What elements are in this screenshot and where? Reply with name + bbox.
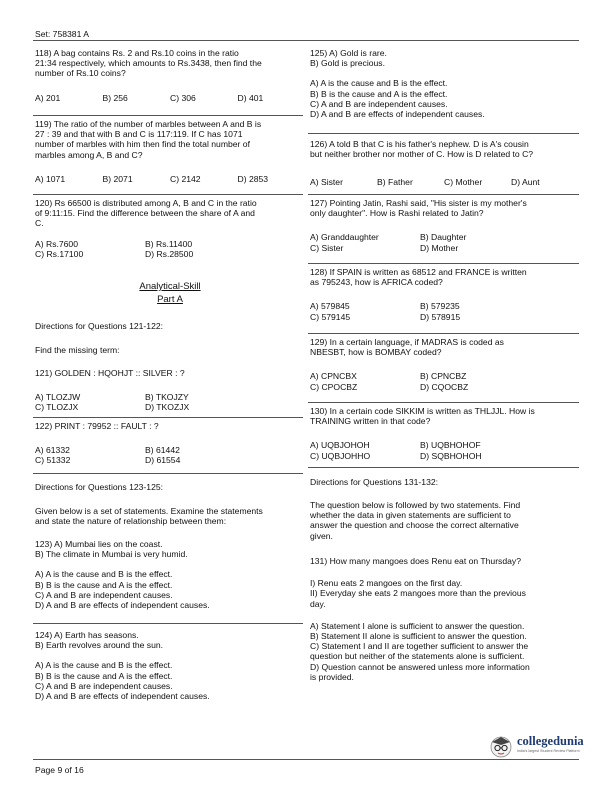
option: D) TKOZJX [145, 402, 190, 413]
directions-121: Directions for Questions 121-122: [35, 321, 164, 331]
divider [308, 333, 579, 334]
q123-a: 123) A) Mumbai lies on the coast. [35, 539, 163, 549]
option: B) Statement II alone is sufficient to answer the question. [310, 631, 527, 642]
given-line: and state the nature of relationship between them: [35, 516, 227, 527]
question-120 [35, 198, 305, 259]
question-121 [35, 368, 305, 413]
option: A) 201 [35, 92, 61, 103]
directions-131: Directions for Questions 131-132: [310, 477, 439, 487]
option: B) TKOJZY [145, 392, 189, 403]
logo-tagline: India's largest Student Review Platform [517, 749, 580, 753]
option: A) Granddaughter [310, 232, 379, 243]
option: A) A is the cause and B is the effect. [310, 78, 448, 89]
q119-line: 119) The ratio of the number of marbles between A and B is [35, 119, 262, 129]
statement-instructions [310, 500, 580, 541]
page-number: Page 9 of 16 [35, 765, 84, 775]
q119-line: 27 : 39 and that with B and C is 117:119. If C has 1071 [35, 129, 243, 140]
divider [308, 194, 579, 195]
option: D) A and B are effects of independent causes. [35, 691, 210, 702]
option: D) 61554 [145, 455, 181, 466]
stmt-line: given. [310, 530, 333, 541]
option: C) Sister [310, 242, 344, 253]
option: C) Mother [444, 177, 483, 188]
option: B) Rs.11400 [145, 238, 193, 249]
section-title: Analytical-Skill [139, 281, 201, 292]
question-125 [310, 48, 580, 119]
footer-rule [33, 759, 579, 760]
option: D) CQOCBZ [420, 381, 469, 392]
option: C) A and B are independent causes. [310, 98, 448, 109]
q124-b: B) Earth revolves around the sun. [35, 640, 164, 651]
q120-line: of 9:11:15. Find the difference between the share of A and [35, 208, 255, 219]
option: B) 2071 [102, 173, 133, 184]
option: A) Sister [310, 177, 343, 188]
statement-1: I) Renu eats 2 mangoes on the first day. [310, 578, 463, 589]
section-part: Part A [157, 294, 183, 305]
option: B) CPNCBZ [420, 371, 467, 382]
q130-line: 130) In a certain code SIKKIM is written as THLJJL. How is [310, 406, 535, 416]
stmt-line: whether the data in given statements are sufficient to [310, 510, 511, 521]
option: A) A is the cause and B is the effect. [35, 569, 173, 580]
q118-line: 21:34 respectively, which amounts to Rs.3438, then find the [35, 58, 262, 69]
q128-line: as 795243, how is AFRICA coded? [310, 277, 443, 288]
option: B) Father [377, 177, 413, 188]
stmt-line: answer the question and choose the correct alternative [310, 520, 519, 531]
option: C) CPOCBZ [310, 381, 358, 392]
divider [33, 115, 303, 116]
logo-wordmark: collegedunia [517, 734, 584, 748]
option: C) A and B are independent causes. [35, 589, 173, 600]
q122-text: 122) PRINT : 79952 :: FAULT : ? [35, 421, 159, 431]
q118-line: number of Rs.10 coins? [35, 68, 126, 79]
question-126 [310, 139, 578, 188]
logo-mascot-icon [488, 733, 514, 759]
q120-line: C. [35, 218, 44, 229]
q119-line: marbles among A, B and C? [35, 149, 143, 160]
option: B) 256 [102, 92, 128, 103]
divider [308, 402, 579, 403]
option: D) A and B are effects of independent causes. [35, 600, 210, 611]
question-119 [35, 119, 305, 184]
option: A) Statement I alone is sufficient to answer the question. [310, 620, 525, 631]
q129-line: NBESBT, how is BOMBAY coded? [310, 347, 442, 358]
option: D) Question cannot be answered unless more information [310, 661, 530, 672]
option: D) Rs.28500 [145, 248, 194, 259]
question-123 [35, 539, 305, 610]
q131-text: 131) How many mangoes does Renu eat on Thursday? [310, 556, 521, 566]
option: A) TLOZJW [35, 392, 81, 403]
question-128 [310, 267, 580, 322]
option: B) 61442 [145, 445, 180, 456]
statement-2: II) Everyday she eats 2 mangoes more than the previous [310, 588, 526, 599]
directions-123: Directions for Questions 123-125: [35, 482, 164, 492]
q119-line: number of marbles with him then find the total number of [35, 139, 250, 150]
option: A) A is the cause and B is the effect. [35, 660, 173, 671]
q128-line: 128) If SPAIN is written as 68512 and FRANCE is written [310, 267, 527, 277]
q126-line: 126) A told B that C is his father's nephew. D is A's cousin [310, 139, 529, 149]
question-127 [310, 198, 580, 253]
option: A) UQBJOHOH [310, 440, 370, 451]
divider [308, 467, 579, 468]
question-130 [310, 406, 578, 461]
question-118 [35, 48, 305, 103]
question-124 [35, 630, 305, 701]
option: C) TLOZJX [35, 402, 79, 413]
q127-line: 127) Pointing Jatin, Rashi said, "His sister is my mother's [310, 198, 527, 208]
header-rule [33, 40, 579, 41]
option: B) UQBHOHOF [420, 440, 481, 451]
collegedunia-logo [488, 733, 584, 759]
option: D) Mother [420, 242, 459, 253]
option: B) B is the cause and A is the effect. [35, 670, 173, 681]
divider [33, 473, 303, 474]
divider [308, 263, 579, 264]
option: C) Rs.17100 [35, 248, 84, 259]
option: D) Aunt [511, 177, 540, 188]
q124-a: 124) A) Earth has seasons. [35, 630, 139, 640]
option: A) CPNCBX [310, 371, 357, 382]
option: A) 1071 [35, 173, 66, 184]
option: B) Daughter [420, 232, 467, 243]
option: C) UQBJOHHO [310, 450, 371, 461]
given-statements [35, 506, 305, 526]
option: is provided. [310, 671, 354, 682]
option: D) A and B are effects of independent causes. [310, 109, 485, 120]
question-122 [35, 421, 305, 466]
q126-line: but neither brother nor mother of C. How is D related to C? [310, 149, 534, 160]
option: D) SQBHOHOH [420, 450, 482, 461]
q123-b: B) The climate in Mumbai is very humid. [35, 549, 188, 560]
option: D) 2853 [237, 173, 269, 184]
option: D) 578915 [420, 311, 461, 322]
option: C) Statement I and II are together sufficient to answer the [310, 641, 529, 652]
divider [33, 623, 303, 624]
given-line: Given below is a set of statements. Examine the statements [35, 506, 263, 516]
q120-line: 120) Rs 66500 is distributed among A, B and C in the ratio [35, 198, 257, 208]
divider [33, 194, 303, 195]
option: B) 579235 [420, 301, 460, 312]
divider [33, 417, 303, 418]
q127-line: only daughter". How is Rashi related to Jatin? [310, 208, 484, 219]
q118-line: 118) A bag contains Rs. 2 and Rs.10 coins in the ratio [35, 48, 239, 58]
question-129 [310, 337, 580, 392]
option: C) 306 [170, 92, 196, 103]
option: A) 579845 [310, 301, 350, 312]
option: A) Rs.7600 [35, 238, 78, 249]
q125-b: B) Gold is precious. [310, 58, 385, 69]
option: A) 61332 [35, 445, 70, 456]
option: question but neither of the statements alone is sufficient. [310, 651, 525, 662]
q121-text: 121) GOLDEN : HQOHJT :: SILVER : ? [35, 368, 185, 378]
q125-a: 125) A) Gold is rare. [310, 48, 387, 58]
option: C) 51332 [35, 455, 71, 466]
option: C) A and B are independent causes. [35, 680, 173, 691]
stmt-line: The question below is followed by two statements. Find [310, 500, 521, 510]
divider [308, 133, 579, 134]
set-label: Set: 758381 A [35, 29, 89, 39]
option: D) 401 [237, 92, 264, 103]
find-missing: Find the missing term: [35, 345, 120, 355]
statement-2: day. [310, 598, 326, 609]
question-131 [310, 556, 580, 682]
option: B) B is the cause and A is the effect. [35, 579, 173, 590]
option: C) 2142 [170, 173, 201, 184]
option: B) B is the cause and A is the effect. [310, 88, 448, 99]
q130-line: TRAINING written in that code? [310, 416, 431, 427]
option: C) 579145 [310, 311, 351, 322]
q129-line: 129) In a certain language, if MADRAS is coded as [310, 337, 504, 347]
